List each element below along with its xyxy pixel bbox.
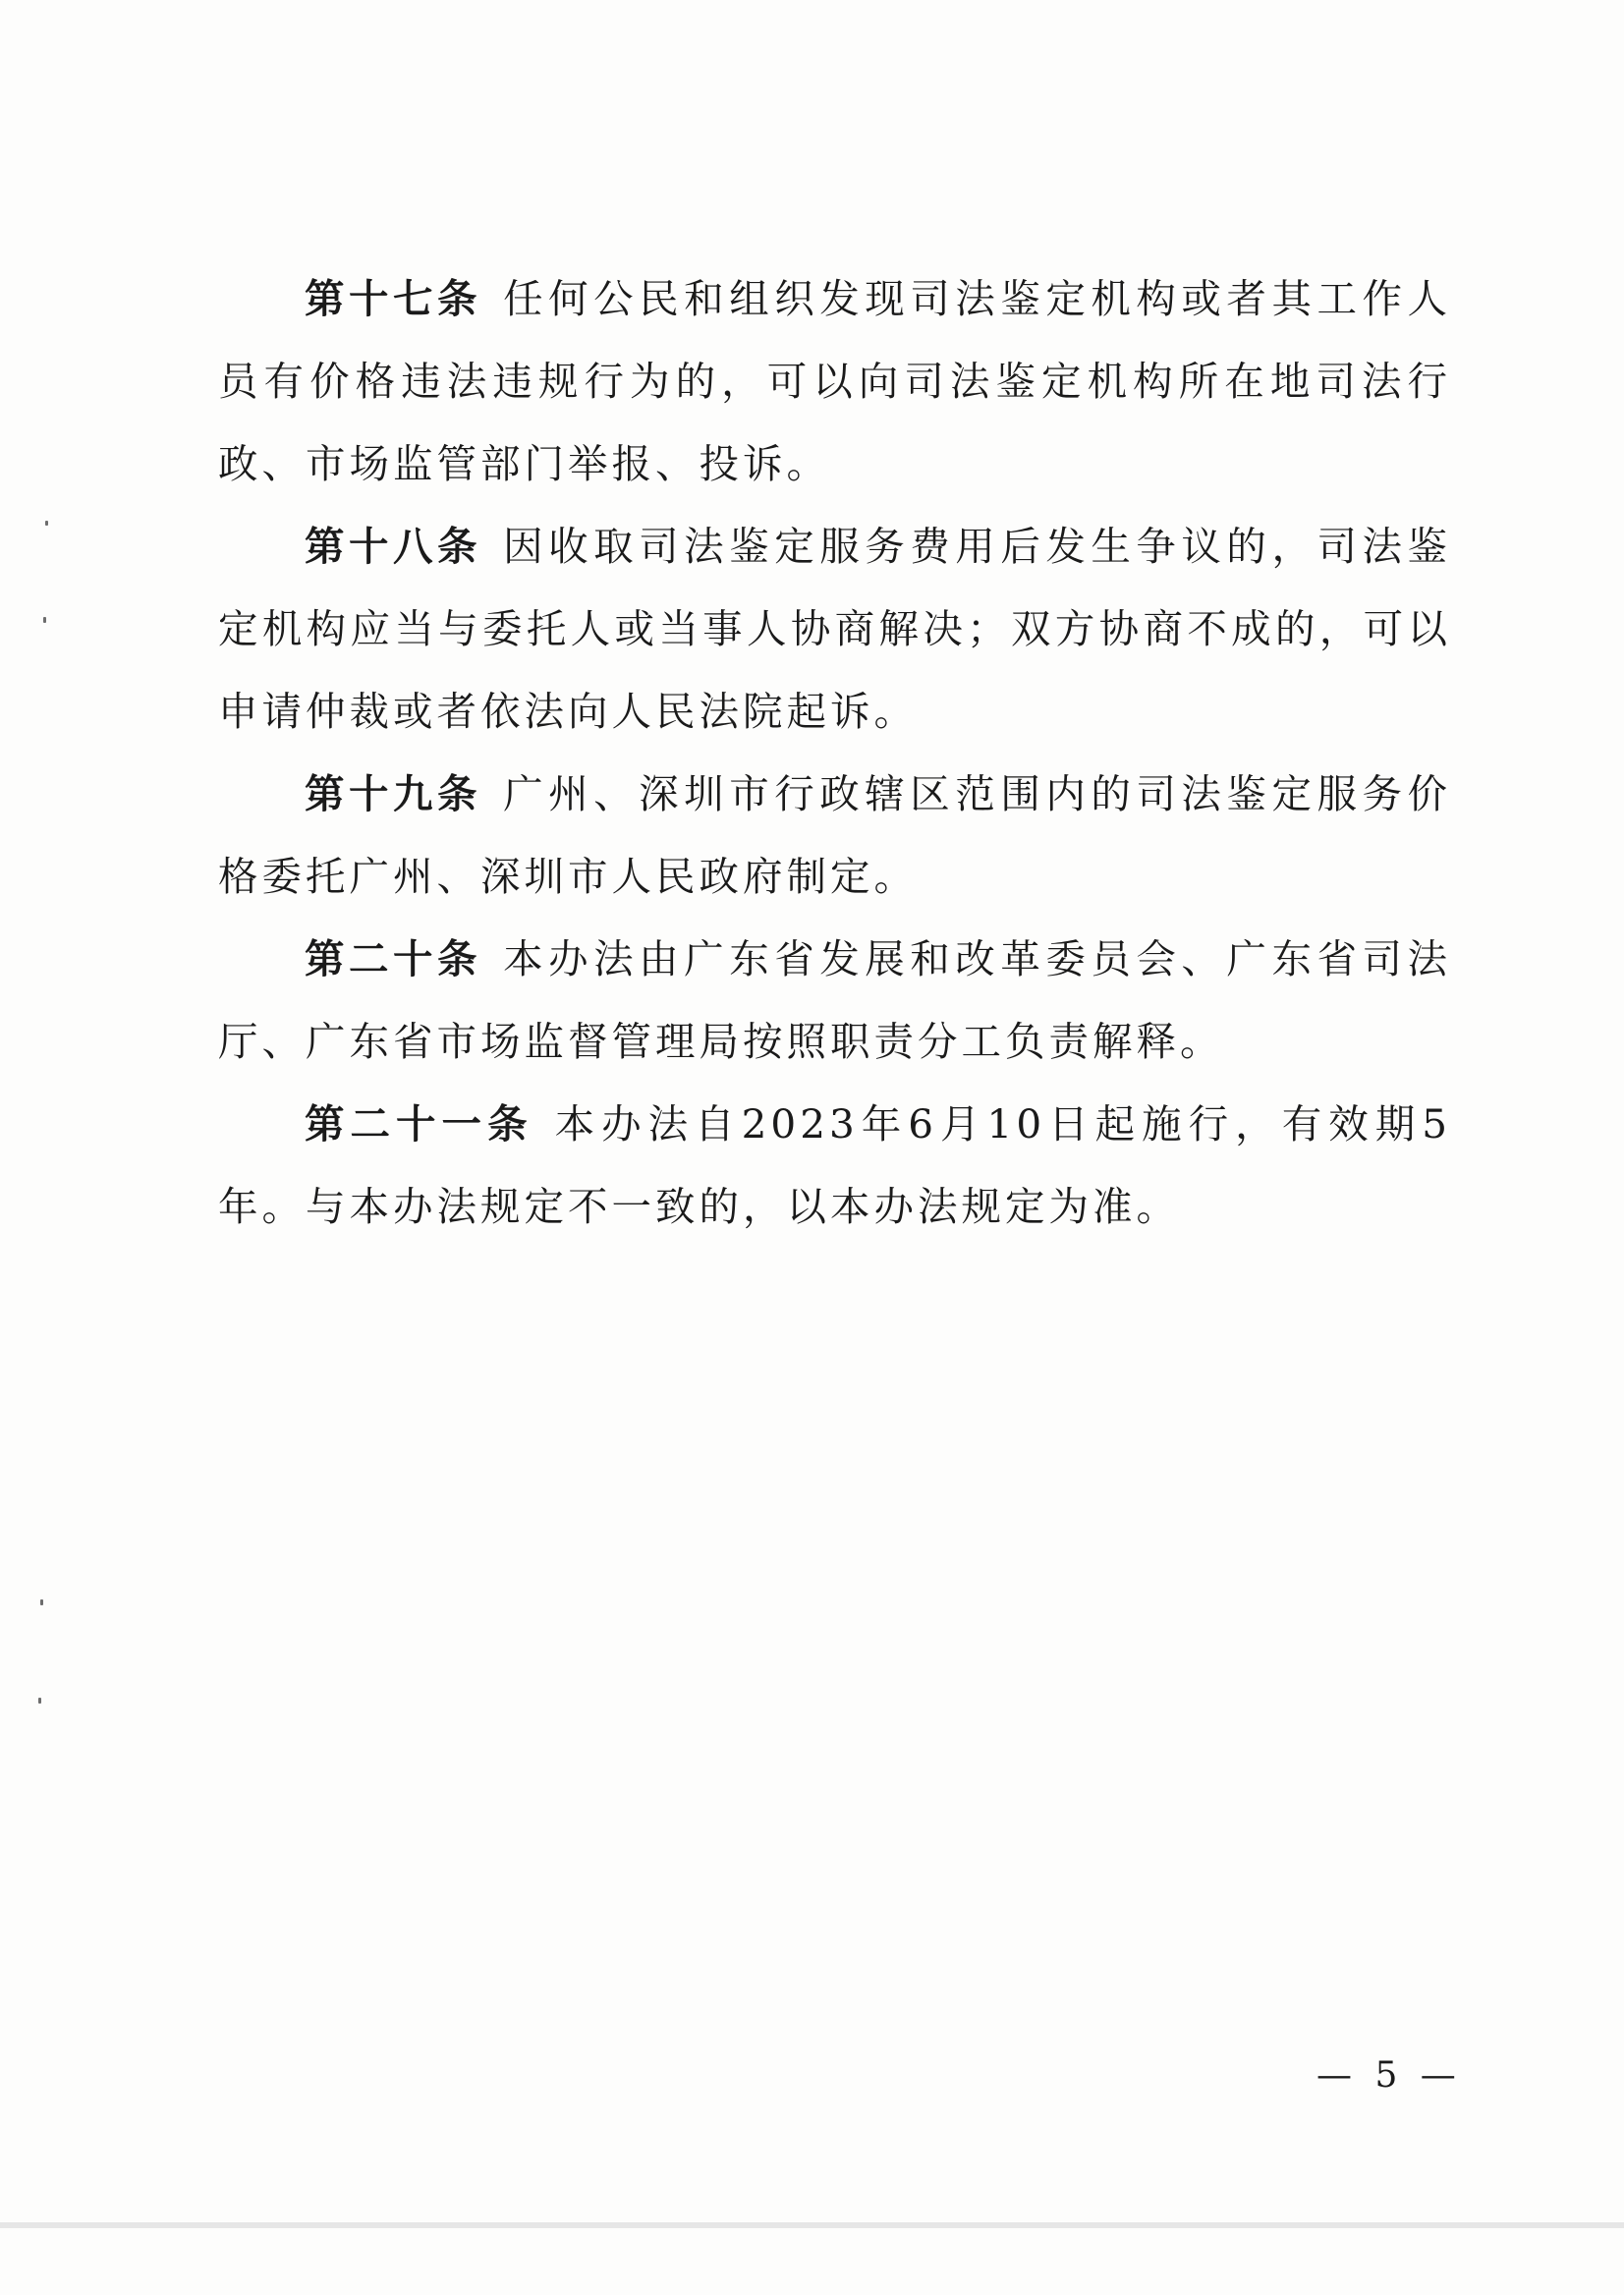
- article-heading: 第十七条: [305, 275, 482, 322]
- page-number: — 5 —: [1316, 2055, 1462, 2096]
- article-text: 广州、深圳市行政辖区范围内的司法鉴定服务价格委托广州、深圳市人民政府制定。: [218, 770, 1452, 900]
- article-20: [218, 918, 1451, 1083]
- scan-speck: [40, 1599, 43, 1605]
- scan-speck: [38, 1698, 41, 1704]
- scan-speck: [45, 521, 48, 526]
- article-heading: 第二十一条: [305, 1100, 533, 1148]
- article-text: 本办法自2023年6月10日起施行，有效期5年。与本办法规定不一致的，以本办法规定为准。: [218, 1100, 1452, 1230]
- article-17: [218, 257, 1451, 505]
- article-text: 因收取司法鉴定服务费用后发生争议的，司法鉴定机构应当与委托人或当事人协商解决；双方协商不成的，可以申请仲裁或者依法向人民法院起诉。: [218, 523, 1452, 735]
- document-body: [218, 257, 1451, 1248]
- article-text: 本办法由广东省发展和改革委员会、广东省司法厅、广东省市场监督管理局按照职责分工负责解释。: [218, 935, 1452, 1065]
- article-text: 任何公民和组织发现司法鉴定机构或者其工作人员有价格违法违规行为的，可以向司法鉴定机构所在地司法行政、市场监管部门举报、投诉。: [218, 275, 1452, 487]
- article-heading: 第十九条: [305, 770, 482, 817]
- scan-bottom-edge: [0, 2222, 1624, 2228]
- scan-speck: [43, 617, 46, 623]
- article-19: [218, 753, 1451, 918]
- article-heading: 第二十条: [305, 935, 482, 982]
- article-18: [218, 505, 1451, 753]
- article-21: [218, 1083, 1451, 1248]
- article-heading: 第十八条: [305, 523, 482, 570]
